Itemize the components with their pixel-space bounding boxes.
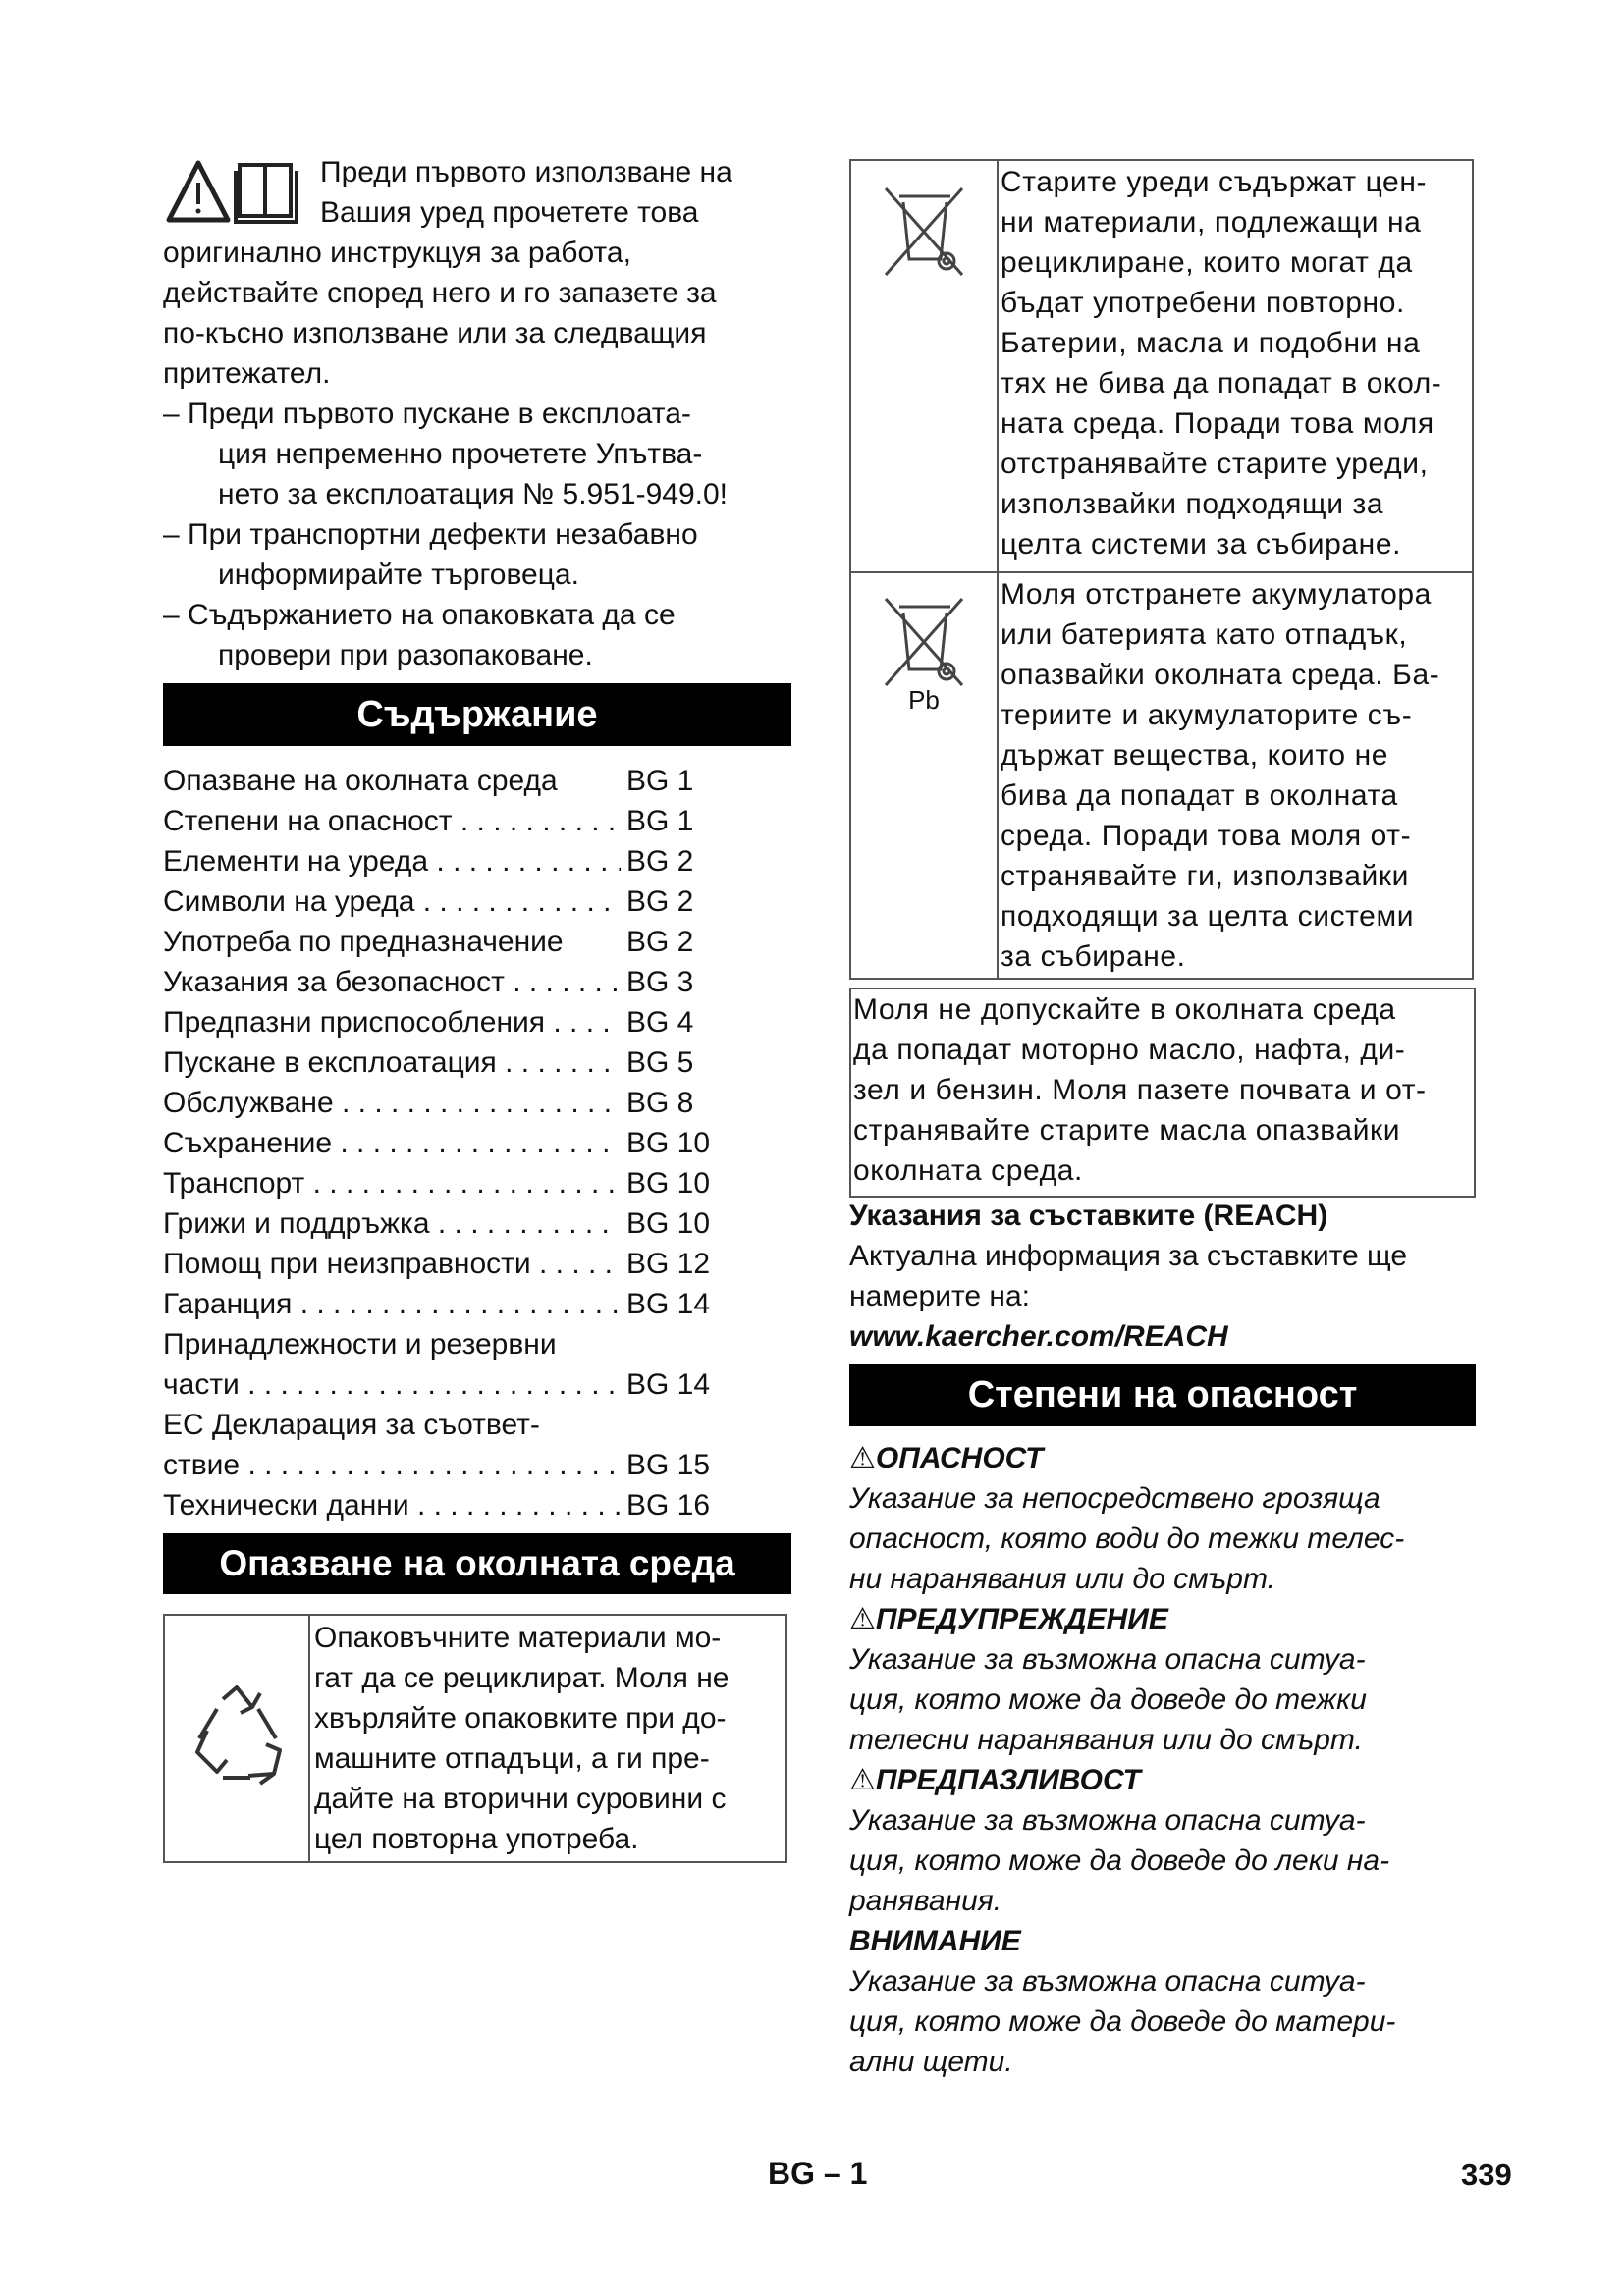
toc-entry-page: BG 15 bbox=[626, 1449, 711, 1481]
toc-entry[interactable] bbox=[163, 1002, 713, 1042]
toc-entry[interactable] bbox=[163, 1244, 713, 1284]
text-line: Батерии, масла и подобни на bbox=[1001, 327, 1421, 359]
toc-entry-title: ЕС Декларация за съответ- bbox=[163, 1409, 540, 1441]
text-line: ранявания. bbox=[849, 1885, 1002, 1917]
text-line: дайте на вторични суровини с bbox=[314, 1783, 727, 1815]
toc-entry-title: Употреба по предназначение bbox=[163, 926, 564, 958]
text-line: провери при разопаковане. bbox=[218, 639, 593, 671]
packaging-text-cell bbox=[309, 1615, 786, 1862]
reach-link[interactable]: www.kaercher.com/REACH bbox=[849, 1320, 1228, 1353]
text-line: за събиране. bbox=[1001, 940, 1186, 973]
text-line: териите и акумулаторите съ- bbox=[1001, 699, 1413, 731]
hazard-levels bbox=[849, 1438, 1404, 2082]
bullet-item bbox=[163, 394, 728, 514]
lead-label: Pb bbox=[908, 685, 940, 715]
toc-entry-title: Елементи на уреда . . . bbox=[163, 841, 621, 881]
toc-entry-page: BG 2 bbox=[626, 845, 694, 878]
text-line: Моля отстранете акумулатора bbox=[1001, 578, 1432, 611]
text-line: Актуална информация за съставките ще bbox=[849, 1240, 1408, 1272]
toc-entry-title: Опазване на околната среда bbox=[163, 765, 558, 797]
toc-entry[interactable] bbox=[163, 801, 713, 841]
toc-entry-page: BG 16 bbox=[626, 1489, 711, 1522]
text-line: бъдат употребени повторно. bbox=[1001, 287, 1405, 319]
toc-entry[interactable] bbox=[163, 1083, 713, 1123]
text-line: опасност, която води до тежки телес- bbox=[849, 1522, 1405, 1555]
toc-entry-page: BG 10 bbox=[626, 1127, 711, 1159]
hazard-heading: Степени на опасност bbox=[849, 1364, 1476, 1426]
text-line: информирайте търговеца. bbox=[218, 559, 579, 591]
intro-heading-text bbox=[320, 152, 732, 233]
text-line: телесни наранявания или до смърт. bbox=[849, 1724, 1363, 1756]
disposal-table bbox=[849, 159, 1474, 980]
text-line: ция, която може да доведе до тежки bbox=[849, 1683, 1367, 1716]
toc-entry[interactable] bbox=[163, 881, 713, 922]
toc-entry-title: Грижи и поддръжка . . . bbox=[163, 1203, 621, 1244]
text-line: Опаковъчните материали мо- bbox=[314, 1622, 722, 1654]
toc-entry[interactable] bbox=[163, 1203, 713, 1244]
intro-body bbox=[163, 233, 728, 675]
toc-entry[interactable] bbox=[163, 1123, 713, 1163]
hazard-level-title bbox=[849, 1921, 1404, 1961]
toc-entry[interactable] bbox=[163, 1284, 713, 1324]
environment-heading: Опазване на околната среда bbox=[163, 1533, 791, 1594]
reach-section bbox=[849, 1196, 1407, 1357]
toc-entry-title: Помощ при неизправности . . . bbox=[163, 1244, 621, 1284]
text-line: странявайте ги, използвайки bbox=[1001, 860, 1409, 892]
text-line: бива да попадат в околната bbox=[1001, 779, 1398, 812]
hazard-level-title bbox=[849, 1599, 1404, 1639]
text-line: – Съдържанието на опаковката да се bbox=[163, 599, 676, 631]
toc-entry-title: Пускане в експлоатация . . . bbox=[163, 1042, 621, 1083]
hazard-level bbox=[849, 1438, 1404, 1599]
hazard-level bbox=[849, 1760, 1404, 1921]
toc-entry-page: BG 2 bbox=[626, 885, 694, 918]
text-line: ални щети. bbox=[849, 2046, 1013, 2078]
text-line: тях не бива да попадат в окол- bbox=[1001, 367, 1442, 400]
text-line: Указание за възможна опасна ситуа- bbox=[849, 1965, 1366, 1998]
toc-entry[interactable] bbox=[163, 1163, 713, 1203]
toc-entry-title: Съхранение . . . bbox=[163, 1123, 621, 1163]
bullet-list bbox=[163, 394, 728, 675]
hazard-level-title bbox=[849, 1760, 1404, 1800]
warning-read-manual-icons bbox=[165, 157, 312, 228]
text-line: Старите уреди съдържат цен- bbox=[1001, 166, 1428, 198]
text-line: ни материали, подлежащи на bbox=[1001, 206, 1422, 239]
hazard-level bbox=[849, 1599, 1404, 1760]
footer-section-label: BG – 1 bbox=[768, 2156, 868, 2191]
warning-triangle-icon bbox=[169, 163, 228, 220]
old-devices-text-cell bbox=[998, 160, 1473, 572]
hazard-title-text: ПРЕДПАЗЛИВОСТ bbox=[875, 1764, 1141, 1796]
toc-entry-page: BG 8 bbox=[626, 1087, 694, 1119]
battery-text-cell bbox=[998, 572, 1473, 979]
toc-entry[interactable] bbox=[163, 1324, 713, 1405]
toc-entry-page: BG 2 bbox=[626, 926, 694, 958]
toc-entry-title: Предпазни приспособления . . . bbox=[163, 1002, 621, 1042]
text-line: Вашия уред прочетете това bbox=[320, 196, 699, 229]
bullet-item bbox=[163, 595, 728, 675]
toc-entry-title: Транспорт . . . bbox=[163, 1163, 621, 1203]
crossed-out-bin-battery-icon bbox=[880, 593, 968, 686]
table-of-contents bbox=[163, 761, 713, 1525]
toc-entry-title: Технически данни . . . bbox=[163, 1485, 621, 1525]
text-line: да попадат моторно масло, нафта, ди- bbox=[853, 1034, 1406, 1066]
text-line: ни наранявания или до смърт. bbox=[849, 1563, 1275, 1595]
text-line: околната среда. bbox=[853, 1154, 1083, 1187]
toc-entry-title: Символи на уреда . . . bbox=[163, 881, 621, 922]
text-line: зел и бензин. Моля пазете почвата и от- bbox=[853, 1074, 1427, 1106]
text-line: рециклиране, които могат да bbox=[1001, 246, 1413, 279]
toc-entry-title: Указания за безопасност . . . bbox=[163, 962, 621, 1002]
toc-entry-page: BG 1 bbox=[626, 805, 694, 837]
toc-entry-title: Гаранция . . . bbox=[163, 1284, 621, 1324]
text-line: притежател. bbox=[163, 357, 331, 390]
hazard-level-title bbox=[849, 1438, 1404, 1478]
text-line: машните отпадъци, а ги пре- bbox=[314, 1742, 710, 1775]
toc-entry[interactable] bbox=[163, 761, 713, 801]
text-line: целта системи за събиране. bbox=[1001, 528, 1402, 561]
text-line: използвайки подходящи за bbox=[1001, 488, 1384, 520]
toc-entry-page: BG 12 bbox=[626, 1248, 711, 1280]
oil-notice-box bbox=[849, 988, 1476, 1198]
toc-heading: Съдържание bbox=[163, 683, 791, 746]
text-line: Преди първото използване на bbox=[320, 156, 732, 188]
text-line: Моля не допускайте в околната среда bbox=[853, 993, 1396, 1026]
toc-entry-page: BG 10 bbox=[626, 1207, 711, 1240]
text-line: Указание за непосредствено грозяща bbox=[849, 1482, 1380, 1515]
text-line: по-късно използване или за следващия bbox=[163, 317, 707, 349]
toc-entry[interactable] bbox=[163, 962, 713, 1002]
text-line: нето за експлоатация № 5.951-949.0! bbox=[218, 478, 728, 510]
text-line: Указание за възможна опасна ситуа- bbox=[849, 1804, 1366, 1837]
book-icon bbox=[236, 165, 297, 222]
warning-icon: ⚠ bbox=[849, 1603, 876, 1635]
text-line: ция, която може да доведе до леки на- bbox=[849, 1844, 1390, 1877]
text-line: ция непременно прочетете Упътва- bbox=[218, 438, 703, 470]
toc-entry-page: BG 1 bbox=[626, 765, 694, 797]
hazard-level bbox=[849, 1921, 1404, 2082]
text-line: отстранявайте старите уреди, bbox=[1001, 448, 1429, 480]
toc-entry-title: Принадлежности и резервни bbox=[163, 1328, 557, 1361]
toc-entry[interactable] bbox=[163, 1405, 713, 1485]
hazard-title-text: ВНИМАНИЕ bbox=[849, 1925, 1021, 1957]
text-line: оригинално инструкцуя за работа, bbox=[163, 237, 631, 269]
packaging-recycling-table bbox=[163, 1614, 787, 1863]
hazard-title-text: ОПАСНОСТ bbox=[875, 1442, 1044, 1474]
toc-entry[interactable] bbox=[163, 1485, 713, 1525]
footer-page-number: 339 bbox=[1461, 2158, 1512, 2192]
toc-entry-title: Обслужване . . . bbox=[163, 1083, 621, 1123]
text-line: – Преди първото пускане в експлоата- bbox=[163, 398, 691, 430]
text-line: намерите на: bbox=[849, 1280, 1031, 1312]
warning-icon: ⚠ bbox=[849, 1442, 876, 1474]
warning-icon: ⚠ bbox=[849, 1764, 876, 1796]
text-line: среда. Поради това моля от- bbox=[1001, 820, 1412, 852]
text-line: опазвайки околната среда. Ба- bbox=[1001, 659, 1440, 691]
battery-bin-cell bbox=[850, 572, 998, 979]
toc-entry-page: BG 3 bbox=[626, 966, 694, 998]
text-line: хвърляйте опаковките при до- bbox=[314, 1702, 727, 1735]
toc-entry-title: ствие . . . bbox=[163, 1445, 621, 1485]
crossed-out-bin-icon bbox=[880, 183, 968, 276]
text-line: държат вещества, които не bbox=[1001, 739, 1389, 772]
text-line: цел повторна употреба. bbox=[314, 1823, 639, 1855]
toc-entry-page: BG 14 bbox=[626, 1288, 711, 1320]
text-line: ция, която може да доведе до матери- bbox=[849, 2005, 1396, 2038]
text-line: ната среда. Поради това моля bbox=[1001, 407, 1435, 440]
crossed-bin-cell bbox=[850, 160, 998, 572]
text-line: странявайте старите масла опазвайки bbox=[853, 1114, 1401, 1147]
toc-entry[interactable] bbox=[163, 922, 713, 962]
toc-entry[interactable] bbox=[163, 1042, 713, 1083]
recycle-icon bbox=[178, 1680, 296, 1797]
text-line: гат да се рециклират. Моля не bbox=[314, 1662, 730, 1694]
reach-title: Указания за съставките (REACH) bbox=[849, 1200, 1328, 1232]
text-line: Указание за възможна опасна ситуа- bbox=[849, 1643, 1366, 1676]
hazard-title-text: ПРЕДУПРЕЖДЕНИЕ bbox=[875, 1603, 1168, 1635]
toc-entry-title: Степени на опасност . . . bbox=[163, 801, 621, 841]
toc-entry-title: части . . . bbox=[163, 1364, 621, 1405]
text-line: подходящи за целта системи bbox=[1001, 900, 1415, 933]
toc-entry-page: BG 10 bbox=[626, 1167, 711, 1200]
recycle-cell bbox=[164, 1615, 309, 1862]
toc-entry[interactable] bbox=[163, 841, 713, 881]
text-line: или батерията като отпадък, bbox=[1001, 618, 1408, 651]
bullet-item bbox=[163, 514, 728, 595]
text-line: – При транспортни дефекти незабавно bbox=[163, 518, 698, 551]
toc-entry-page: BG 5 bbox=[626, 1046, 694, 1079]
toc-entry-page: BG 4 bbox=[626, 1006, 694, 1039]
text-line: действайте според него и го запазете за bbox=[163, 277, 717, 309]
toc-entry-page: BG 14 bbox=[626, 1368, 711, 1401]
